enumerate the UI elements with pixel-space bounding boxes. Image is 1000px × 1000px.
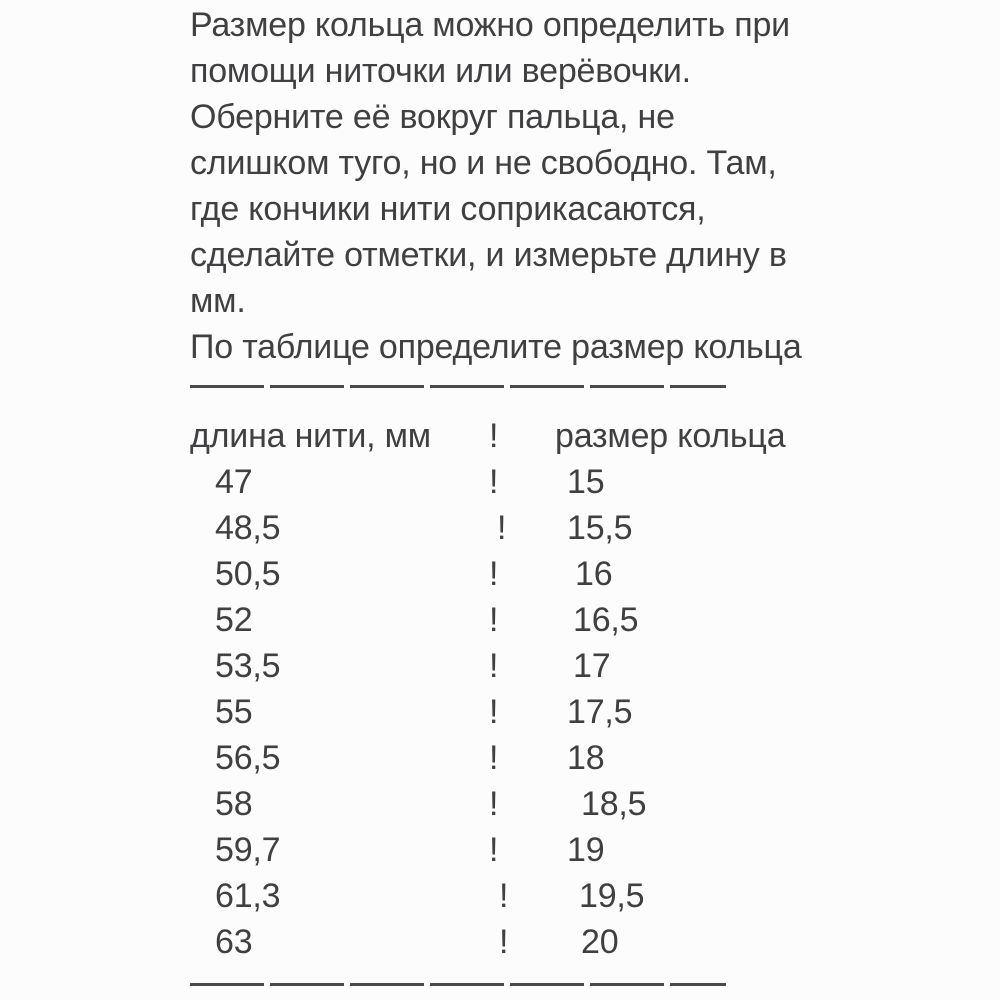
intro-line: слишком туго, но и не свободно. Там, — [190, 144, 777, 182]
table-row — [190, 873, 1000, 919]
intro-line: где кончики нити соприкасаются, — [190, 190, 706, 228]
row-separator: ! — [497, 509, 507, 547]
table-row — [190, 919, 1000, 965]
intro-line: Размер кольца можно определить при — [190, 6, 790, 44]
intro-paragraph — [190, 2, 1000, 370]
length-value: 58 — [215, 785, 253, 823]
length-value: 50,5 — [215, 555, 281, 593]
length-value: 52 — [215, 601, 253, 639]
table-header-row — [190, 413, 1000, 459]
table-row — [190, 643, 1000, 689]
row-separator: ! — [499, 923, 509, 961]
size-value: 19,5 — [579, 877, 645, 915]
row-separator: ! — [489, 463, 499, 501]
intro-line: мм. — [190, 282, 246, 320]
length-value: 53,5 — [215, 647, 281, 685]
intro-line: помощи ниточки или верёвочки. — [190, 52, 691, 90]
row-separator: ! — [489, 647, 499, 685]
table-top-divider — [190, 385, 726, 388]
size-value: 15 — [567, 463, 605, 501]
row-separator: ! — [489, 831, 499, 869]
length-value: 59,7 — [215, 831, 281, 869]
size-value: 18 — [567, 739, 605, 777]
size-value: 15,5 — [567, 509, 633, 547]
row-separator: ! — [489, 785, 499, 823]
table-row — [190, 597, 1000, 643]
size-value: 18,5 — [581, 785, 647, 823]
length-value: 55 — [215, 693, 253, 731]
row-separator: ! — [489, 555, 499, 593]
table-row — [190, 459, 1000, 505]
table-bottom-divider — [190, 983, 726, 986]
size-value: 20 — [581, 923, 619, 961]
row-separator: ! — [489, 739, 499, 777]
size-value: 16 — [575, 555, 613, 593]
row-separator: ! — [489, 693, 499, 731]
size-value: 17,5 — [567, 693, 633, 731]
table-row — [190, 689, 1000, 735]
length-value: 56,5 — [215, 739, 281, 777]
table-row — [190, 551, 1000, 597]
length-value: 48,5 — [215, 509, 281, 547]
length-column-header: длина нити, мм — [190, 417, 431, 455]
table-row — [190, 505, 1000, 551]
length-value: 63 — [215, 923, 253, 961]
size-value: 19 — [567, 831, 605, 869]
row-separator: ! — [489, 601, 499, 639]
size-column-header: размер кольца — [555, 417, 786, 455]
row-separator: ! — [499, 877, 509, 915]
intro-line: Оберните её вокруг пальца, не — [190, 98, 675, 136]
intro-line: сделайте отметки, и измерьте длину в — [190, 236, 787, 274]
table-row — [190, 827, 1000, 873]
table-body — [190, 459, 1000, 965]
intro-line: По таблице определите размер кольца — [190, 328, 802, 366]
table-row — [190, 781, 1000, 827]
size-value: 17 — [573, 647, 611, 685]
ring-size-table — [190, 413, 1000, 965]
column-separator: ! — [489, 417, 499, 455]
table-row — [190, 735, 1000, 781]
length-value: 47 — [215, 463, 253, 501]
length-value: 61,3 — [215, 877, 281, 915]
size-value: 16,5 — [573, 601, 639, 639]
